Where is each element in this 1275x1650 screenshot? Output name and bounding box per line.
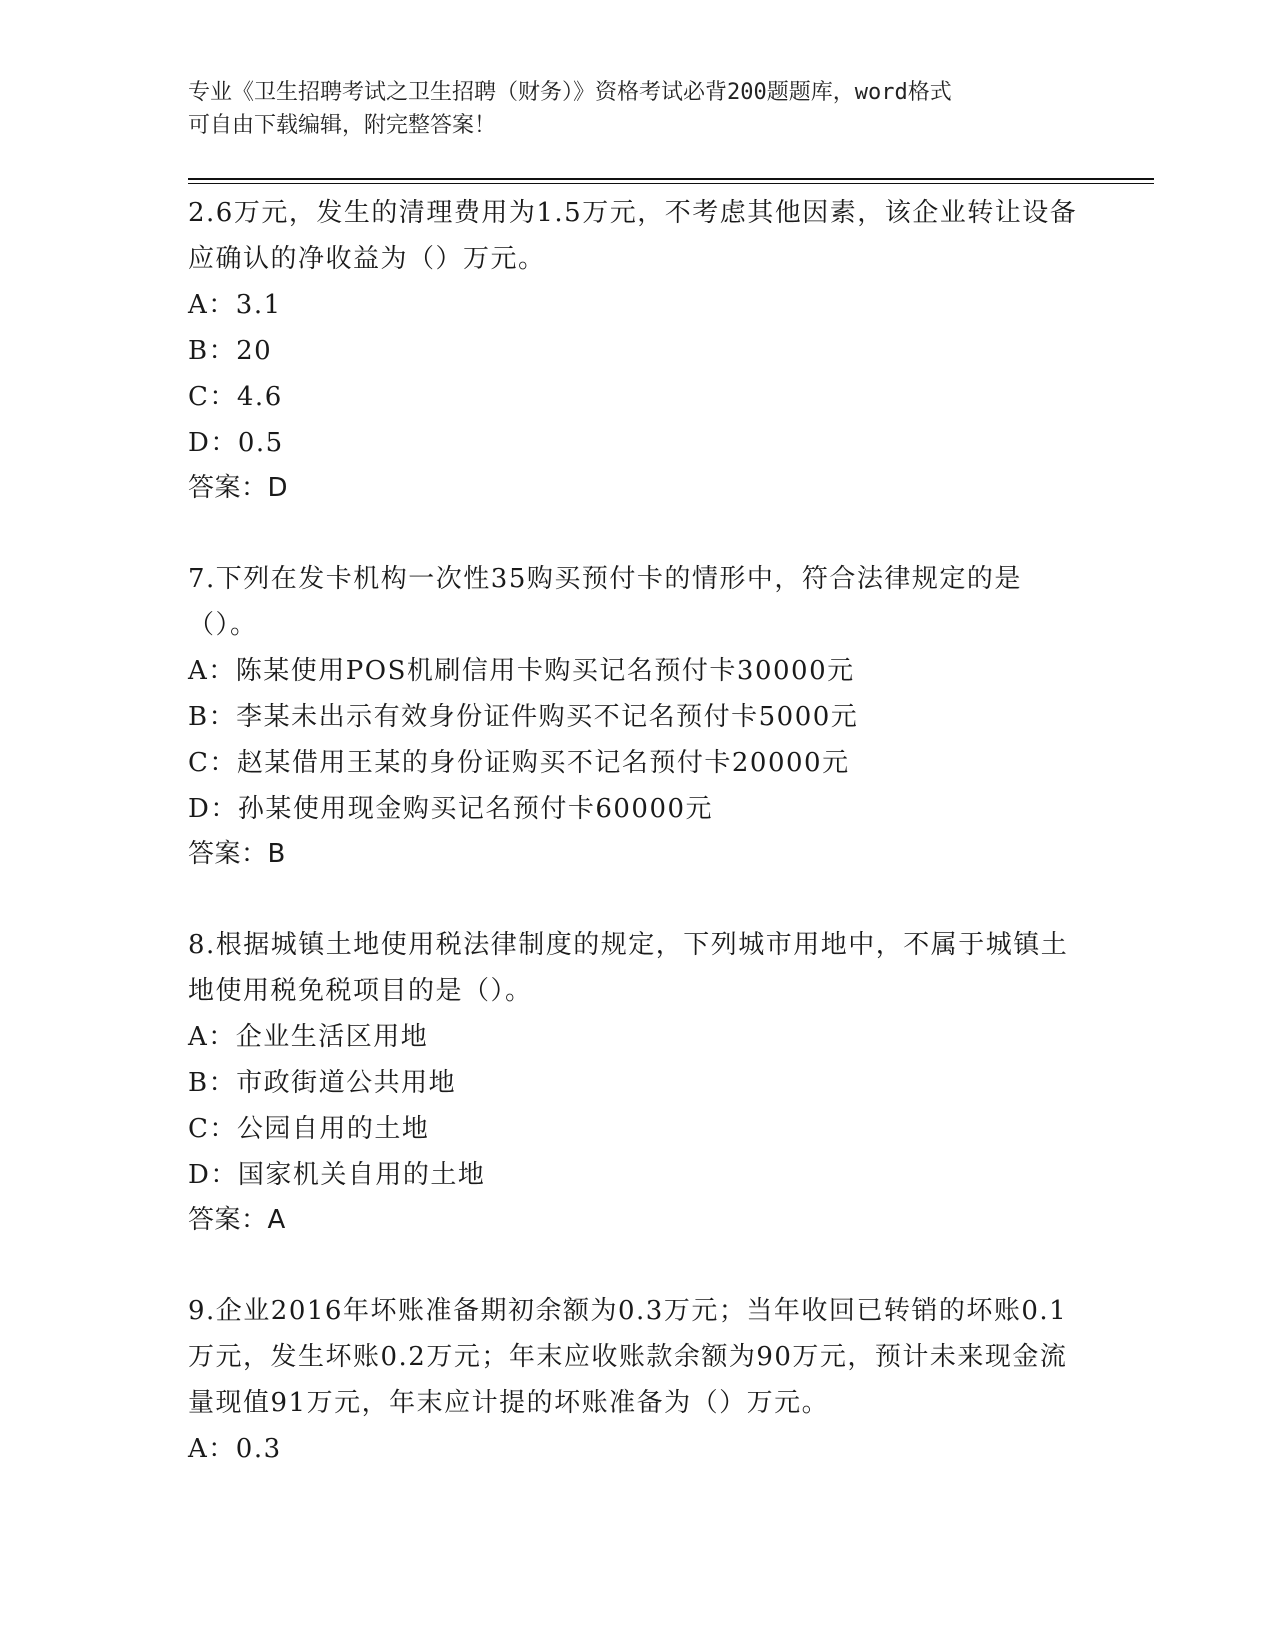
question-block <box>188 556 1088 876</box>
header-line-1: 专业《卫生招聘考试之卫生招聘（财务）》资格考试必背200题题库，word格式 <box>188 80 952 105</box>
question-stem: 9.企业2016年坏账准备期初余额为0.3万元；当年收回已转销的坏账0.1万元，发生坏账0.2万元；年末应收账款余额为90万元，预计未来现金流量现值91万元，年末应计提的坏账准备为（）万元。 <box>188 1296 1068 1418</box>
question-option: D：国家机关自用的土地 <box>188 1160 486 1190</box>
question-option: B：20 <box>188 336 273 366</box>
question-stem: 7.下列在发卡机构一次性35购买预付卡的情形中，符合法律规定的是（）。 <box>188 564 1022 640</box>
question-answer: 答案：D <box>188 473 289 503</box>
header-line-2: 可自由下载编辑，附完整答案！ <box>188 113 497 138</box>
question-option: C：赵某借用王某的身份证购买不记名预付卡20000元 <box>188 748 850 778</box>
header-rule-thick <box>188 178 1154 180</box>
question-option: C：公园自用的土地 <box>188 1114 430 1144</box>
question-answer: 答案：A <box>188 1205 286 1235</box>
question-block <box>188 1288 1088 1472</box>
question-block <box>188 922 1088 1242</box>
question-answer: 答案：B <box>188 839 286 869</box>
question-option: A：3.1 <box>188 290 282 320</box>
question-option: D：0.5 <box>188 428 284 458</box>
question-option: B：李某未出示有效身份证件购买不记名预付卡5000元 <box>188 702 859 732</box>
question-option: A：0.3 <box>188 1434 282 1464</box>
question-option: B：市政街道公共用地 <box>188 1068 457 1098</box>
question-stem: 2.6万元，发生的清理费用为1.5万元，不考虑其他因素，该企业转让设备应确认的净收益为（）万元。 <box>188 198 1078 274</box>
question-block <box>188 190 1088 510</box>
question-option: A：企业生活区用地 <box>188 1022 429 1052</box>
header-rule-thin <box>188 183 1154 184</box>
question-list <box>188 190 1088 1472</box>
question-option: D：孙某使用现金购买记名预付卡60000元 <box>188 794 714 824</box>
document-header <box>188 76 1068 142</box>
question-option: C：4.6 <box>188 382 283 412</box>
question-stem: 8.根据城镇土地使用税法律制度的规定，下列城市用地中，不属于城镇土地使用税免税项目的是（）。 <box>188 930 1069 1006</box>
question-option: A：陈某使用POS机刷信用卡购买记名预付卡30000元 <box>188 656 855 686</box>
